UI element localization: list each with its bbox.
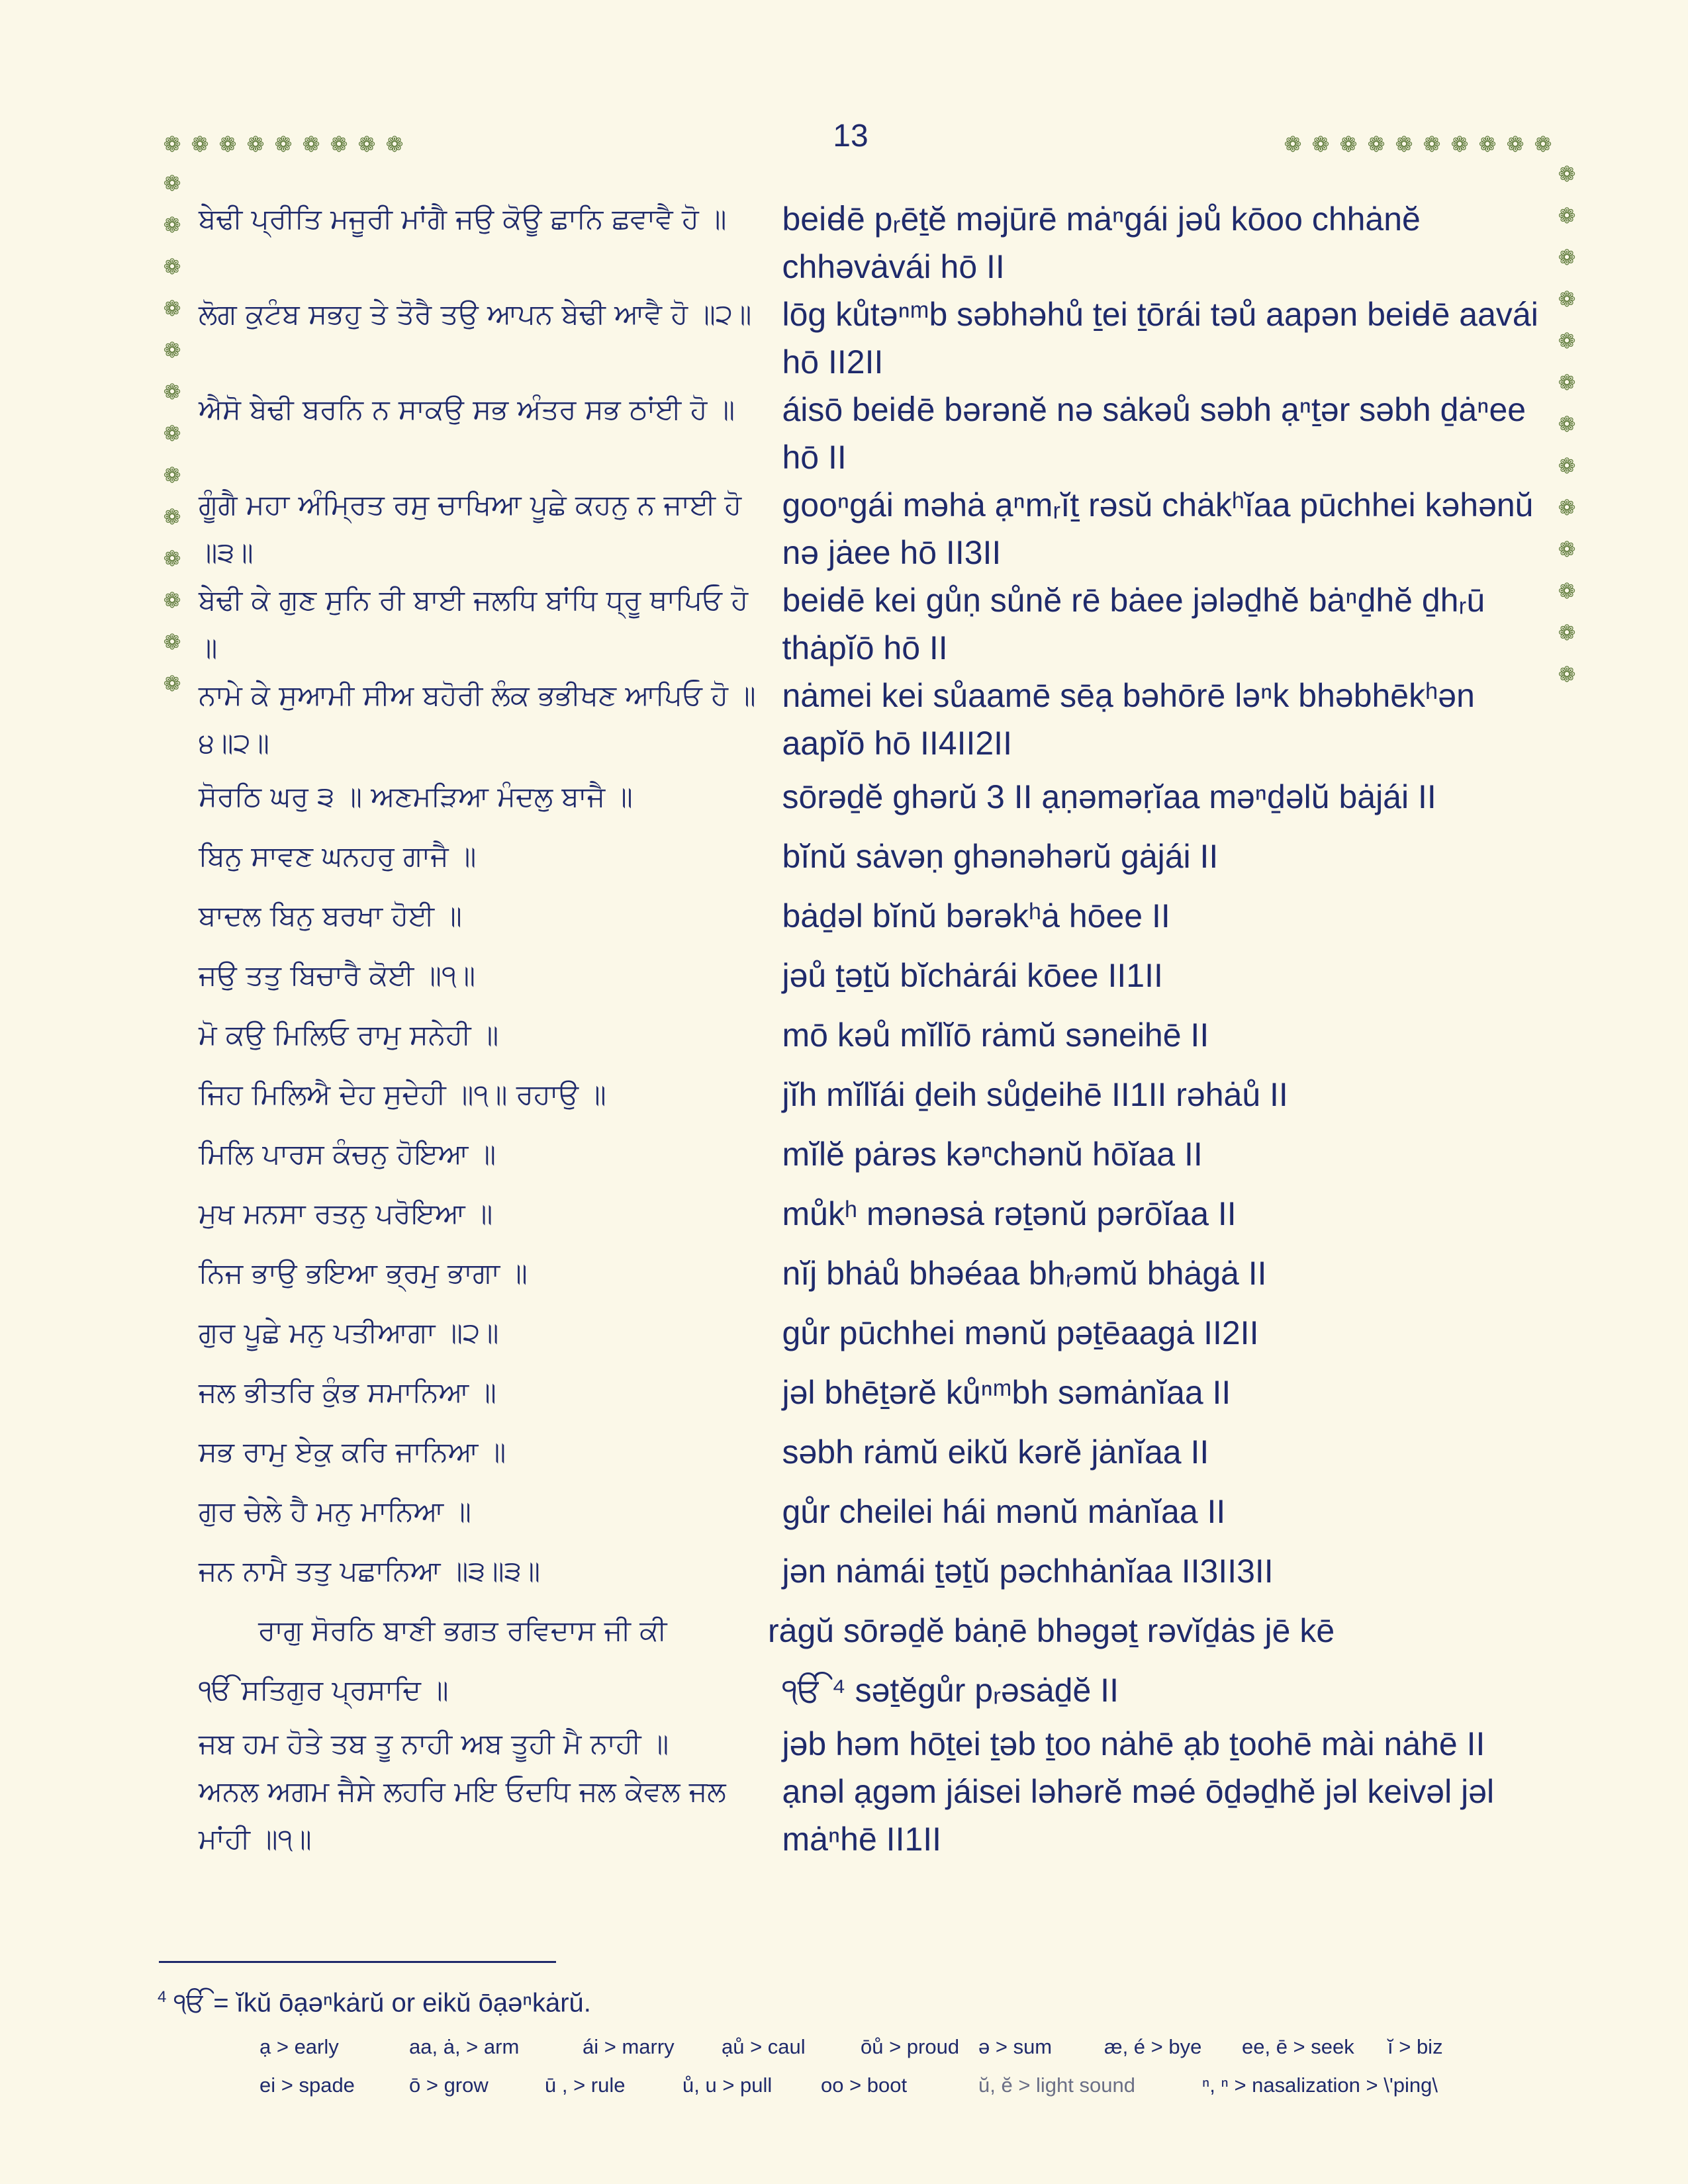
page-number: 13 xyxy=(833,118,868,154)
verse-row xyxy=(199,1768,1542,1863)
transliteration-line: beiꟈē kei gůṇ sůnĕ rē bȧee jələḏhĕ bȧⁿḏhĕ ḏhᵣū thȧpĭō hō II xyxy=(782,582,1485,666)
flower-ornament-icon: ❁ xyxy=(1558,370,1576,395)
key-item: ee, ē > seek xyxy=(1242,2035,1354,2058)
transliteration-line: jəb həm hōṯei ṯəb ṯoo nȧhē ạb ṯoohē mài nȧhē II xyxy=(782,1725,1485,1762)
key-item: oo > boot xyxy=(821,2073,908,2097)
flower-ornament-icon: ❁ xyxy=(1367,132,1385,157)
transliteration-line: gůr cheilei hái mənŭ mȧnĭaa II xyxy=(782,1493,1226,1530)
flower-ornament-icon: ❁ xyxy=(1558,537,1576,562)
gurmukhi-line: ਸੋਰਠਿ ਘਰੁ ੩ ॥ ਅਣਮੜਿਆ ਮੰਦਲੁ ਬਾਜੈ ॥ xyxy=(199,780,633,813)
transliteration-line: səbh rȧmŭ eikŭ kərĕ jȧnĭaa II xyxy=(782,1433,1209,1471)
transliteration-line: bĭnŭ sȧvəṇ ghənəhərŭ gȧjái II xyxy=(782,838,1219,875)
flower-ornament-icon: ❁ xyxy=(191,132,209,157)
transliteration-line: nĭj bhȧů bhəéaa bhᵣəmŭ bhȧgȧ II xyxy=(782,1255,1267,1292)
key-item: ạů > caul xyxy=(722,2035,806,2058)
gurmukhi-line: ਬਿਨੁ ਸਾਵਣ ਘਨਹਰੁ ਗਾਜੈ ॥ xyxy=(199,840,477,872)
flower-ornament-icon: ❁ xyxy=(1423,132,1441,157)
footnote xyxy=(158,1979,591,2021)
verse-row xyxy=(199,576,1542,672)
gurmukhi-line: ਬੇਢੀ ਕੇ ਗੁਣ ਸੁਨਿ ਰੀ ਬਾਈ ਜਲਧਿ ਬਾਂਧਿ ਧ੍ਰੂ ਥਾਪਿਓ ਹੋ ॥ xyxy=(199,584,749,664)
gurmukhi-line: ਗੁਰ ਪੂਛੇ ਮਨੁ ਪਤੀਆਗਾ ॥੨॥ xyxy=(199,1316,499,1349)
verse-row xyxy=(199,1661,1542,1720)
flower-ornament-icon: ❁ xyxy=(246,132,265,157)
flower-ornament-icon: ❁ xyxy=(1558,203,1576,228)
key-item: ái > marry xyxy=(583,2035,675,2058)
flower-ornament-icon: ❁ xyxy=(1558,245,1576,270)
flower-ornament-icon: ❁ xyxy=(1450,132,1469,157)
gurmukhi-line: ਮੁਖ ਮਨਸਾ ਰਤਨੁ ਪਰੋਇਆ ॥ xyxy=(199,1197,493,1230)
verse-row xyxy=(199,1720,1542,1768)
key-item: ei > spade xyxy=(259,2073,355,2097)
key-item: æ, é > bye xyxy=(1104,2035,1202,2058)
verse-row xyxy=(199,1244,1542,1303)
transliteration-line: nȧmei kei sůaamē sēạ bəhōrē ləⁿk bhəbhēkʰən aapĭō hō II4II2II xyxy=(782,677,1475,762)
gurmukhi-line: ਐਸੋ ਬੇਢੀ ਬਰਨਿ ਨ ਸਾਕਉ ਸਭ ਅੰਤਰ ਸਭ ਠਾਂਈ ਹੋ ॥ xyxy=(199,393,735,426)
flower-ornament-icon: ❁ xyxy=(1506,132,1524,157)
footnote-mark: 4 xyxy=(158,1988,167,2006)
verse-row xyxy=(199,481,1542,576)
flower-ornament-icon: ❁ xyxy=(357,132,376,157)
key-item: ū , > rule xyxy=(545,2073,626,2097)
key-item: ə > sum xyxy=(978,2035,1053,2058)
transliteration-heading: rȧgŭ sōrəḏĕ bȧṇē bhəgəṯ rəvĭḏȧs jē kē xyxy=(768,1612,1335,1649)
gurmukhi-line: ਜਬ ਹਮ ਹੋਤੇ ਤਬ ਤੂ ਨਾਹੀ ਅਬ ਤੂਹੀ ਮੈ ਨਾਹੀ ॥ xyxy=(199,1727,669,1760)
gurmukhi-line: ਗੁਰ ਚੇਲੇ ਹੈ ਮਨੁ ਮਾਨਿਆ ॥ xyxy=(199,1495,471,1527)
flower-ornament-icon: ❁ xyxy=(1558,161,1576,187)
transliteration-line: lōg kůtəⁿᵐb səbhəhů ṯei ṯōrái təů aapən beiꟈē aavái hō II2II xyxy=(782,296,1538,381)
transliteration-line: jəů ṯəṯŭ bĭchȧrái kōee II1II xyxy=(782,957,1163,994)
flower-ornament-icon: ❁ xyxy=(163,338,181,363)
flower-ornament-icon: ❁ xyxy=(330,132,348,157)
flower-ornament-icon: ❁ xyxy=(1395,132,1413,157)
gurmukhi-line: ਬਾਦਲ ਬਿਨੁ ਬਰਖਾ ਹੋਈ ॥ xyxy=(199,899,462,932)
gurmukhi-line: ਲੋਗ ਕੁਟੰਬ ਸਭਹੁ ਤੇ ਤੋਰੈ ਤਉ ਆਪਨ ਬੇਢੀ ਆਵੈ ਹੋ ॥੨॥ xyxy=(199,298,752,330)
flower-ornament-icon: ❁ xyxy=(1478,132,1497,157)
flower-ornament-icon: ❁ xyxy=(163,171,181,196)
verse-row xyxy=(199,195,1542,291)
verse-row xyxy=(199,886,1542,946)
key-item: ō > grow xyxy=(409,2073,489,2097)
verse-row xyxy=(199,1184,1542,1244)
gurmukhi-line: ਸਭ ਰਾਮੁ ਏਕੁ ਕਰਿ ਜਾਨਿਆ ॥ xyxy=(199,1435,506,1468)
transliteration-line: beiꟈē pᵣēṯĕ məjūrē mȧⁿgái jəů kōoo chhȧnĕ chhəvȧvái hō II xyxy=(782,201,1421,285)
gurmukhi-line: ਬੇਢੀ ਪ੍ਰੀਤਿ ਮਜੂਰੀ ਮਾਂਗੈ ਜਉ ਕੋਊ ਛਾਨਿ ਛਵਾਵੈ ਹੋ ॥ xyxy=(199,203,727,235)
gurmukhi-line: ਜਉ ਤਤੁ ਬਿਚਾਰੈ ਕੋਈ ॥੧॥ xyxy=(199,959,476,991)
flower-ornament-icon: ❁ xyxy=(163,546,181,571)
flower-ornament-icon: ❁ xyxy=(163,671,181,696)
transliteration-line: můkʰ mənəsȧ rəṯənŭ pərōĭaa II xyxy=(782,1195,1237,1232)
verse-row xyxy=(199,291,1542,386)
flower-ornament-icon: ❁ xyxy=(1284,132,1302,157)
transliteration-line: gooⁿgái məhȧ ạⁿmᵣĭṯ rəsŭ chȧkʰĭaa pūchhei kəhənŭ nə jȧee hō II3II xyxy=(782,486,1534,571)
flower-ornament-icon: ❁ xyxy=(218,132,237,157)
verse-row xyxy=(199,1005,1542,1065)
flower-ornament-icon: ❁ xyxy=(1558,412,1576,437)
verse-row xyxy=(199,1541,1542,1601)
flower-ornament-icon: ❁ xyxy=(385,132,404,157)
gurmukhi-line: ਨਾਮੇ ਕੇ ਸੁਆਮੀ ਸੀਅ ਬਹੋਰੀ ਲੰਕ ਭਭੀਖਣ ਆਪਿਓ ਹੋ ॥੪॥੨॥ xyxy=(199,679,756,759)
flower-ornament-icon: ❁ xyxy=(1558,328,1576,353)
gurmukhi-line: ਮਿਲਿ ਪਾਰਸ ਕੰਚਨੁ ਹੋਇਆ ॥ xyxy=(199,1138,496,1170)
flower-ornament-icon: ❁ xyxy=(163,588,181,613)
flower-ornament-icon: ❁ xyxy=(163,629,181,655)
verse-row xyxy=(199,767,1542,827)
transliteration-line: jən nȧmái ṯəṯŭ pəchhȧnĭaa II3II3II xyxy=(782,1553,1274,1590)
transliteration-line: ੴ ⁴ səṯĕgůr pᵣəsȧḏĕ II xyxy=(782,1672,1119,1709)
flower-ornament-icon: ❁ xyxy=(163,504,181,529)
flower-ornament-icon: ❁ xyxy=(1558,662,1576,687)
gurmukhi-heading: ਰਾਗੁ ਸੋਰਠਿ ਬਾਣੀ ਭਗਤ ਰਵਿਦਾਸ ਜੀ ਕੀ xyxy=(258,1614,667,1647)
verse-row xyxy=(199,1363,1542,1422)
flower-ornament-icon: ❁ xyxy=(1558,287,1576,312)
flower-ornament-icon: ❁ xyxy=(163,463,181,488)
verse-row xyxy=(199,386,1542,481)
flower-ornament-icon: ❁ xyxy=(1558,495,1576,520)
transliteration-line: gůr pūchhei mənŭ pəṯēaagȧ II2II xyxy=(782,1314,1259,1351)
flower-ornament-icon: ❁ xyxy=(163,254,181,279)
flower-ornament-icon: ❁ xyxy=(1534,132,1552,157)
gurmukhi-line: ਜਲ ਭੀਤਰਿ ਕੁੰਭ ਸਮਾਨਿਆ ॥ xyxy=(199,1376,496,1408)
flower-ornament-icon: ❁ xyxy=(163,421,181,446)
verse-row xyxy=(199,1303,1542,1363)
flower-ornament-icon: ❁ xyxy=(163,379,181,404)
transliteration-line: sōrəḏĕ ghərŭ 3 II ạṇəməṛĭaa məⁿḏəlŭ bȧjái II xyxy=(782,778,1436,815)
transliteration-line: mō kəů mĭlĭō rȧmŭ səneihē II xyxy=(782,1017,1209,1054)
verse-row xyxy=(199,672,1542,767)
transliteration-line: mĭlĕ pȧrəs kəⁿchənŭ hōĭaa II xyxy=(782,1136,1203,1173)
footnote-text: ੴ = ĭkŭ ōạəⁿkȧrŭ or eikŭ ōạəⁿkȧrŭ. xyxy=(173,1988,591,2018)
flower-ornament-icon: ❁ xyxy=(163,132,181,157)
gurmukhi-line: ਗੂੰਗੈ ਮਹਾ ਅੰਮ੍ਰਿਤ ਰਸੁ ਚਾਖਿਆ ਪੂਛੇ ਕਹਨੁ ਨ ਜਾਈ ਹੋ ॥੩॥ xyxy=(199,488,742,569)
key-item: ⁿ, ⁿ > nasalization > \'ping\ xyxy=(1202,2073,1438,2097)
key-item: ĭ > biz xyxy=(1387,2035,1443,2058)
transliteration-line: bȧḏəl bĭnŭ bərəkʰȧ hōee II xyxy=(782,897,1170,934)
key-item: ů, u > pull xyxy=(682,2073,773,2097)
key-item: aa, ȧ, > arm xyxy=(409,2035,520,2058)
gurmukhi-line: ੴ ਸਤਿਗੁਰ ਪ੍ਰਸਾਦਿ ॥ xyxy=(199,1674,449,1706)
flower-ornament-icon: ❁ xyxy=(1558,620,1576,645)
gurmukhi-line: ਜਨ ਨਾਮੈ ਤਤੁ ਪਛਾਨਿਆ ॥੩॥੩॥ xyxy=(199,1555,541,1587)
key-item: ōů > proud xyxy=(861,2035,960,2058)
transliteration-line: jəl bhēṯərĕ kůⁿᵐbh səmȧnĭaa II xyxy=(782,1374,1231,1411)
verse-row xyxy=(199,1601,1542,1661)
gurmukhi-line: ਮੋ ਕਉ ਮਿਲਿਓ ਰਾਮੁ ਸਨੇਹੀ ॥ xyxy=(199,1019,499,1051)
flower-ornament-icon: ❁ xyxy=(1339,132,1358,157)
verse-table xyxy=(199,195,1542,1863)
verse-row xyxy=(199,1065,1542,1124)
verse-row xyxy=(199,1482,1542,1541)
footnote-divider xyxy=(159,1961,556,1963)
flower-ornament-icon: ❁ xyxy=(302,132,320,157)
verse-row xyxy=(199,946,1542,1005)
transliteration-line: ạnəl ạgəm jáisei ləhərĕ məé ōḏəḏhĕ jəl keivəl jəl mȧⁿhē II1II xyxy=(782,1773,1495,1858)
verse-row xyxy=(199,1422,1542,1482)
gurmukhi-line: ਨਿਜ ਭਾਉ ਭਇਆ ਭ੍ਰਮੁ ਭਾਗਾ ॥ xyxy=(199,1257,528,1289)
flower-ornament-icon: ❁ xyxy=(274,132,293,157)
flower-ornament-icon: ❁ xyxy=(1311,132,1330,157)
gurmukhi-line: ਜਿਹ ਮਿਲਿਐ ਦੇਹ ਸੁਦੇਹੀ ॥੧॥ ਰਹਾਉ ॥ xyxy=(199,1078,606,1111)
flower-ornament-icon: ❁ xyxy=(163,296,181,321)
key-item: ạ > early xyxy=(259,2035,339,2058)
verse-row xyxy=(199,1124,1542,1184)
flower-ornament-icon: ❁ xyxy=(163,212,181,238)
flower-ornament-icon: ❁ xyxy=(1558,453,1576,478)
flower-ornament-icon: ❁ xyxy=(1558,578,1576,604)
transliteration-line: jĭh mĭlĭái ḏeih sůḏeihē II1II rəhȧů II xyxy=(782,1076,1288,1113)
verse-row xyxy=(199,827,1542,886)
gurmukhi-line: ਅਨਲ ਅਗਮ ਜੈਸੇ ਲਹਰਿ ਮਇ ਓਦਧਿ ਜਲ ਕੇਵਲ ਜਲ ਮਾਂਹੀ ॥੧॥ xyxy=(199,1775,726,1855)
transliteration-line: áisō beiꟈē bərənĕ nə sȧkəů səbh ạⁿṯər səbh ḏȧⁿee hō II xyxy=(782,391,1526,476)
key-item: ŭ, ĕ > light sound xyxy=(978,2073,1135,2097)
